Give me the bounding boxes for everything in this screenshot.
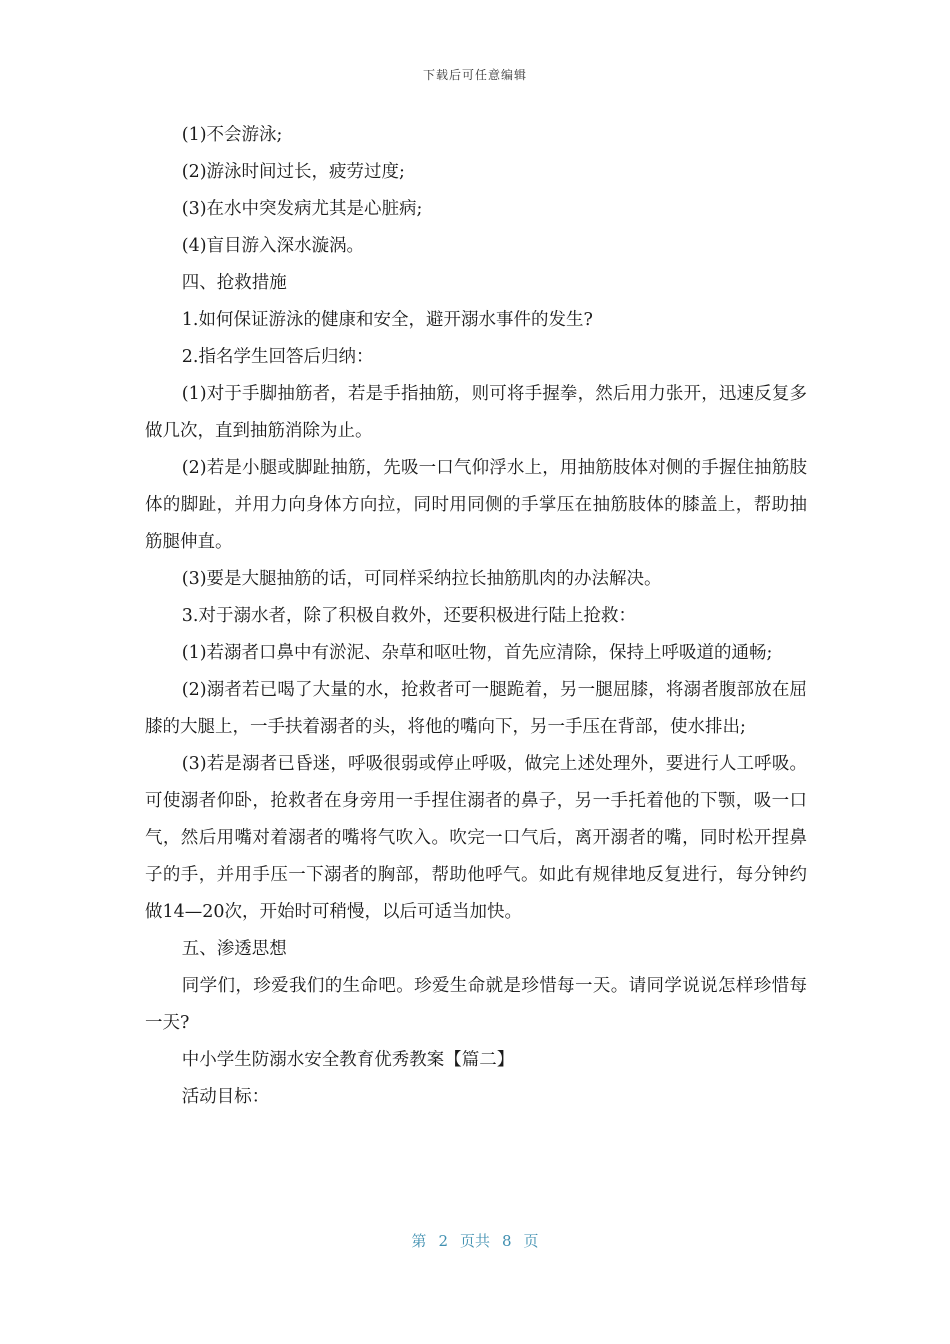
paragraph-9: (2)若是小腿或脚趾抽筋，先吸一口气仰浮水上，用抽筋肢体对侧的手握住抽筋肢体的脚趾，并用力向身体方向拉，同时用同侧的手掌压在抽筋肢体的膝盖上，帮助抽筋腿伸直。 [145, 458, 807, 552]
footer-middle: 页共 [459, 1232, 490, 1250]
paragraph-2: (2)游泳时间过长，疲劳过度; [181, 162, 405, 182]
paragraph-4: (4)盲目游入深水漩涡。 [181, 236, 365, 256]
paragraph-14: (3)若是溺者已昏迷，呼吸很弱或停止呼吸，做完上述处理外，要进行人工呼吸。可使溺者仰卧，抢救者在身旁用一手捏住溺者的鼻子，另一手托着他的下颚，吸一口气，然后用嘴对着溺者的嘴将气吹入。吹完一口气后，离开溺者的嘴，同时松开捏鼻子的手，并用手压一下溺者的胸部，帮助他呼气。如此有规律地反复进行，每分钟约做14—20次，开始时可稍慢，以后可适当加快。 [145, 754, 807, 922]
paragraph-3: (3)在水中突发病尤其是心脏病; [181, 199, 423, 219]
footer-page-number: 2 [438, 1232, 448, 1250]
section-heading-thought: 五、渗透思想 [181, 939, 287, 959]
footer-prefix: 第 [411, 1232, 427, 1250]
paragraph-11: 3.对于溺水者，除了积极自救外，还要积极进行陆上抢救： [181, 606, 636, 626]
paragraph-1: (1)不会游泳; [181, 125, 283, 145]
document-body [145, 117, 807, 1116]
footer-suffix: 页 [523, 1232, 539, 1250]
paragraph-12: (1)若溺者口鼻中有淤泥、杂草和呕吐物，首先应清除，保持上呼吸道的通畅; [181, 643, 773, 663]
paragraph-16: 同学们，珍爱我们的生命吧。珍爱生命就是珍惜每一天。请同学说说怎样珍惜每一天? [145, 976, 807, 1033]
paragraph-8: (1)对于手脚抽筋者，若是手指抽筋，则可将手握拳，然后用力张开，迅速反复多做几次，直到抽筋消除为止。 [145, 384, 807, 441]
paragraph-6: 1.如何保证游泳的健康和安全，避开溺水事件的发生? [181, 310, 593, 330]
paragraph-7: 2.指名学生回答后归纳： [181, 347, 374, 367]
section-heading-rescue: 四、抢救措施 [181, 273, 287, 293]
page-header: 下载后可任意编辑 [422, 68, 527, 82]
paragraph-13: (2)溺者若已喝了大量的水，抢救者可一腿跪着，另一腿屈膝，将溺者腹部放在屈膝的大腿上，一手扶着溺者的头，将他的嘴向下，另一手压在背部，使水排出; [145, 680, 807, 737]
page-footer [0, 1230, 950, 1251]
paragraph-10: (3)要是大腿抽筋的话，可同样采纳拉长抽筋肌肉的办法解决。 [181, 569, 662, 589]
article-title-part-two: 中小学生防溺水安全教育优秀教案【篇二】 [181, 1050, 515, 1070]
paragraph-18: 活动目标： [181, 1087, 270, 1107]
footer-total-pages: 8 [502, 1232, 512, 1250]
